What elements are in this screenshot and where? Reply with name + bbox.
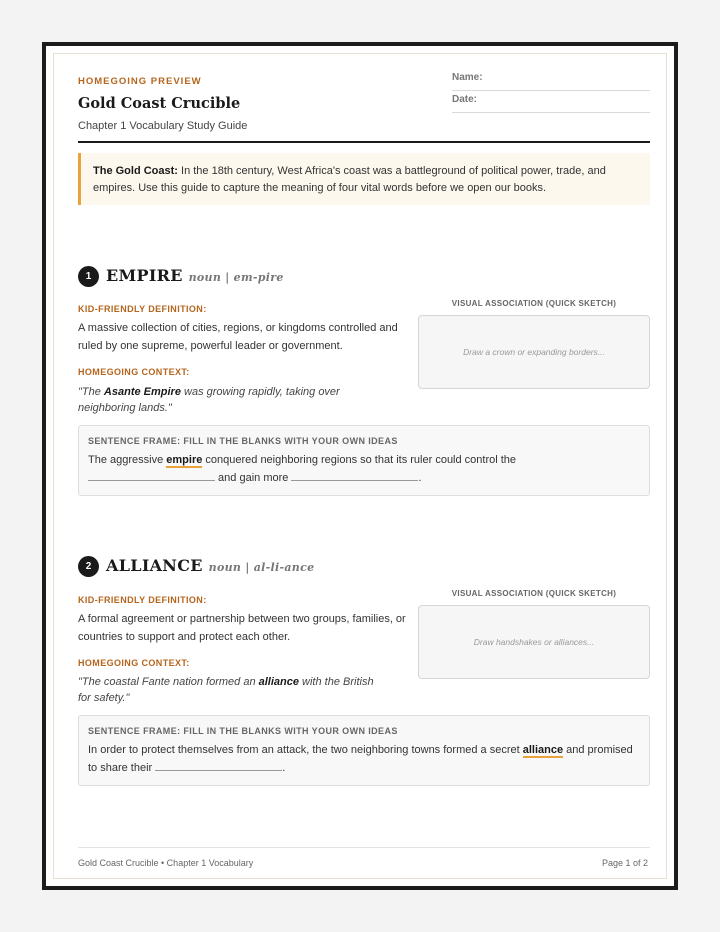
definition-text: A massive collection of cities, regions, or kingdoms controlled and ruled by one supreme, powerful leader or government.	[78, 322, 398, 352]
footer-divider	[78, 847, 650, 848]
frame-pre: In order to protect themselves from an attack, the two neighboring towns formed a secret	[88, 744, 523, 756]
part-of-speech: noun | em-pire	[188, 271, 284, 284]
blank-line[interactable]	[155, 759, 282, 771]
worksheet-page	[53, 53, 667, 879]
date-label: Date:	[452, 94, 478, 105]
definition-label: KID-FRIENDLY DEFINITION:	[78, 595, 207, 605]
sentence-frame-label: SENTENCE FRAME: FILL IN THE BLANKS WITH YOUR OWN IDEAS	[88, 436, 398, 446]
header-divider	[78, 141, 650, 143]
frame-mid: and promised to share their	[88, 744, 633, 774]
blank-line[interactable]	[291, 469, 418, 481]
context-bold: alliance	[258, 676, 299, 688]
context-pre: "The coastal Fante nation formed an	[78, 676, 259, 688]
word-number-badge: 1	[78, 266, 99, 287]
sketch-box[interactable]: Draw a crown or expanding borders...	[418, 315, 650, 389]
date-field[interactable]	[452, 91, 650, 113]
page-number: Page 1 of 2	[601, 858, 648, 868]
context-quote	[78, 674, 378, 706]
page-title: Gold Coast Crucible	[78, 95, 241, 112]
blank-line[interactable]	[88, 469, 215, 481]
sentence-frame-text	[88, 741, 640, 777]
definition-text: A formal agreement or partnership between two groups, families, or countries to support and protect each other.	[78, 613, 406, 643]
sketch-box[interactable]: Draw handshakes or alliances...	[418, 605, 650, 679]
name-field[interactable]	[452, 69, 650, 91]
sentence-frame-label: SENTENCE FRAME: FILL IN THE BLANKS WITH YOUR OWN IDEAS	[88, 726, 398, 736]
definition-label: KID-FRIENDLY DEFINITION:	[78, 304, 207, 314]
name-label: Name:	[452, 72, 483, 83]
visual-association-label: VISUAL ASSOCIATION (QUICK SKETCH)	[451, 589, 617, 598]
sentence-frame-text	[88, 451, 640, 487]
word-number-badge: 2	[78, 556, 99, 577]
context-label: HOMEGOING CONTEXT:	[78, 658, 190, 668]
frame-mid: conquered neighboring regions so that its ruler could control the	[202, 454, 517, 466]
footer-left: Gold Coast Crucible • Chapter 1 Vocabulary	[78, 858, 254, 868]
header-kicker: HOMEGOING PREVIEW	[78, 76, 202, 87]
frame-end: .	[418, 472, 422, 484]
context-pre: "The	[78, 386, 104, 398]
context-bold: Asante Empire	[103, 386, 181, 398]
frame-highlight-word: empire	[166, 454, 203, 466]
context-post: with the British for safety."	[78, 676, 374, 704]
visual-association-label: VISUAL ASSOCIATION (QUICK SKETCH)	[451, 299, 617, 308]
frame-pre: The aggressive	[88, 454, 167, 466]
vocab-word-heading	[106, 266, 284, 285]
frame-end: .	[282, 762, 286, 774]
page-subtitle: Chapter 1 Vocabulary Study Guide	[78, 120, 248, 132]
vocab-word-heading	[106, 556, 314, 575]
context-post: was growing rapidly, taking over neighboring lands."	[78, 386, 340, 414]
sentence-frame	[78, 715, 650, 786]
intro-callout	[78, 153, 650, 205]
intro-text: In the 18th century, West Africa's coast was a battleground of political power, trade, and empires. Use this guide to capture the meaning of four vital words before we open our books.	[93, 165, 606, 194]
context-label: HOMEGOING CONTEXT:	[78, 367, 190, 377]
part-of-speech: noun | al-li-ance	[208, 561, 315, 574]
vocab-word: EMPIRE	[106, 266, 183, 285]
frame-highlight-word: alliance	[522, 744, 564, 756]
sentence-frame	[78, 425, 650, 496]
page-frame	[42, 42, 678, 890]
vocab-word: ALLIANCE	[106, 556, 203, 575]
intro-lead: The Gold Coast:	[93, 165, 178, 177]
frame-mid2: and gain more	[215, 472, 292, 484]
context-quote	[78, 384, 378, 416]
